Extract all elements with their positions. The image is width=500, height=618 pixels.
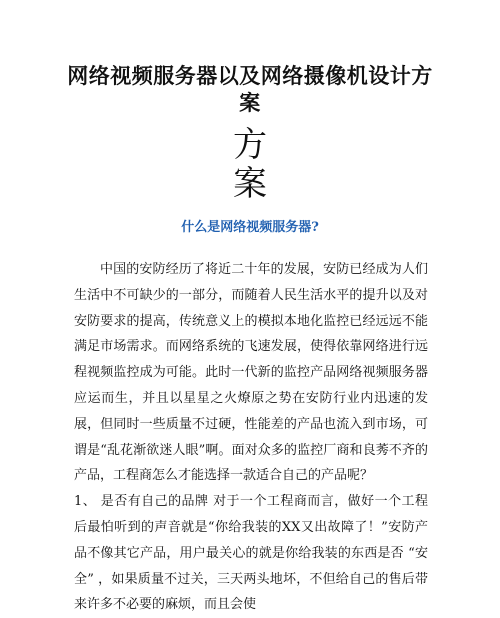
document-title: 网络视频服务器以及网络摄像机设计方案 (67, 63, 433, 115)
large-heading-char-2: 案 (233, 164, 267, 204)
paragraph-intro: 中国的安防经历了将近二十年的发展，安防已经成为人们生活中不可缺少的一部分，而随着人民生活水平的提升以及对安防要求的提高，传统意义上的模拟本地化监控已经远远不能满足市场需求。而网络系统的飞速发展，使得依靠网络进行远程视频监控成为可能。此时一代新的监控产品网络视频服务器应运而生，并且以星星之火燎原之势在安防行业内迅速的发展，但同时一些质量不过硬，性能差的产品也流入到市场，可谓是“乱花渐欲迷人眼”啊。面对众多的监控厂商和良莠不齐的产品，工程商怎么才能选择一款适合自己的产品呢？ (74, 262, 428, 484)
paragraph-point-1: 1、 是否有自己的品牌 对于一个工程商而言，做好一个工程后最怕听到的声音就是“你给我装的XX又出故障了！”安防产品不像其它产品，用户最关心的就是你给我装的东西是否 “安全” ，如果质量不过关，三天两头地坏，不但给自己的售后带来许多不必要的麻烦，而且会使 (74, 494, 428, 613)
large-heading-char-1: 方 (233, 125, 267, 165)
section-heading: 什么是网络视频服务器? (181, 220, 319, 235)
document-body (74, 257, 428, 618)
